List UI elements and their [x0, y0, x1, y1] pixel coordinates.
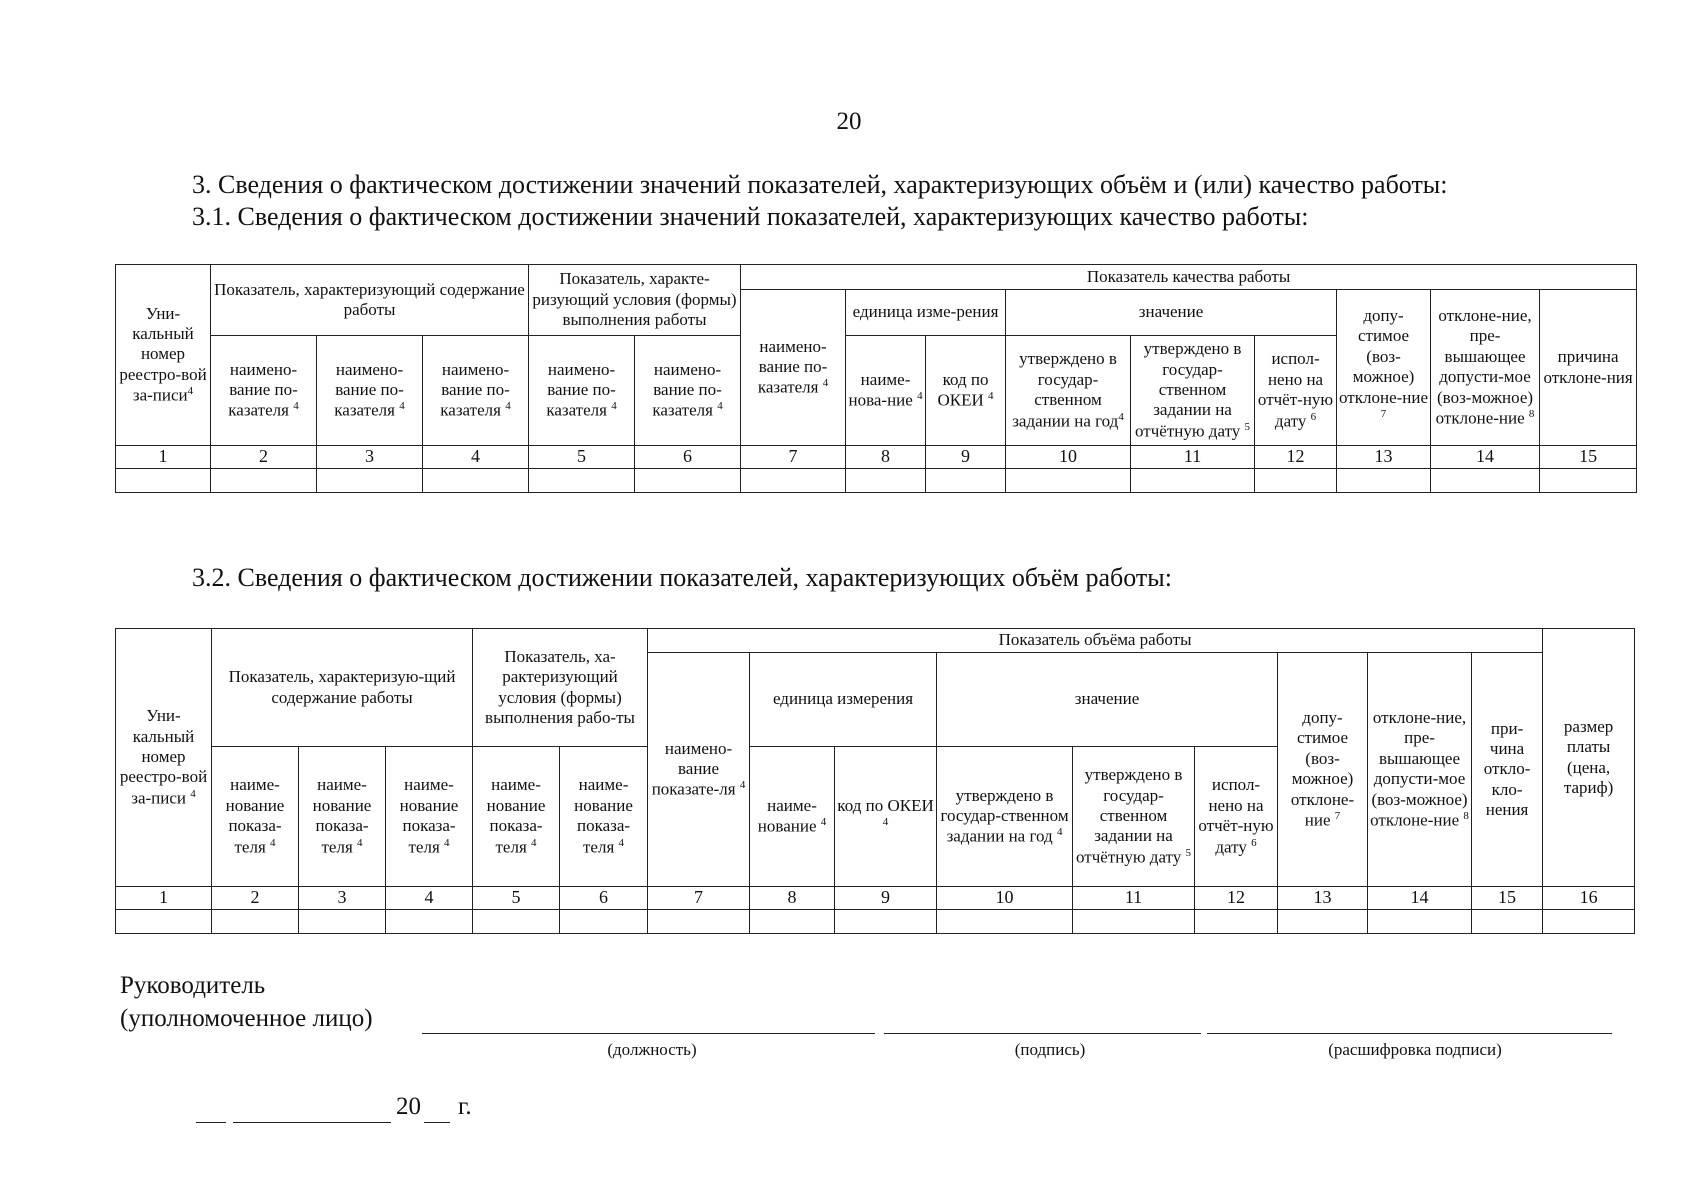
column-number: 2 [211, 446, 317, 469]
year-prefix: 20 [396, 1093, 421, 1120]
sub-indicator-name: наимено-вание по-казателя $^4$ [635, 336, 741, 446]
approved-year-header: утверждено в государ-ственном задании на год $^4$ [937, 747, 1073, 887]
volume-indicators-table [115, 628, 1635, 934]
position-caption: (должность) [607, 1040, 697, 1059]
unit-name-header: наиме-нование $^4$ [750, 747, 835, 887]
section-3-2-heading: 3.2. Сведения о фактическом достижении показателей, характеризующих объём работы: [192, 563, 1172, 592]
day-line[interactable] [196, 1122, 226, 1123]
executed-header: испол-нено на отчёт-ную дату $^6$ [1195, 747, 1278, 887]
column-number: 12 [1195, 887, 1278, 910]
column-number: 2 [212, 887, 299, 910]
column-number: 3 [299, 887, 386, 910]
authorized-person-label: (уполномоченное лицо) [120, 1005, 373, 1032]
unique-number-header: Уни-кальный номер реестро-вой за-писи$^4$ [116, 265, 211, 446]
column-number: 4 [423, 446, 529, 469]
section-3-heading: 3. Сведения о фактическом достижении значений показателей, характеризующих объём и (или) качество работы: [192, 170, 1448, 199]
approved-date-header: утверждено в государ-ственном задании на отчётную дату $^5$ [1131, 336, 1255, 446]
deviation-reason-header: при-чина откло-кло-нения [1472, 653, 1543, 887]
signature-line[interactable] [884, 1033, 1201, 1034]
page-number: 20 [836, 108, 862, 135]
head-label: Руководитель [120, 972, 266, 999]
column-number: 10 [1006, 446, 1131, 469]
column-number: 11 [1073, 887, 1195, 910]
month-line[interactable] [233, 1122, 391, 1123]
column-number: 7 [648, 887, 750, 910]
deviation-reason-header: причина отклоне-ния [1540, 290, 1637, 446]
unit-header: единица измерения [750, 653, 937, 747]
column-number: 14 [1368, 887, 1472, 910]
okei-code-header: код по ОКЕИ $^4$ [835, 747, 937, 887]
approved-date-header: утверждено в государ-ственном задании на отчётную дату $^5$ [1073, 747, 1195, 887]
sub-indicator-name: наимено-вание по-казателя $^4$ [423, 336, 529, 446]
permissible-deviation-header: допу-стимое (воз-можное) отклоне-ние $^7$ [1278, 653, 1368, 887]
quality-indicators-table [115, 264, 1637, 493]
column-number: 9 [835, 887, 937, 910]
exceeding-deviation-header: отклоне-ние, пре-вышающее допусти-мое (воз-можное) отклоне-ние $^8$ [1368, 653, 1472, 887]
column-number: 1 [116, 446, 211, 469]
signature-caption: (подпись) [1014, 1040, 1086, 1059]
column-number: 15 [1472, 887, 1543, 910]
content-indicator-header: Показатель, характеризующий содержание работы [211, 265, 529, 336]
unit-name-header: наиме-нова-ние $^4$ [846, 336, 926, 446]
sub-indicator-name: наимено-вание по-казателя $^4$ [211, 336, 317, 446]
okei-code-header: код по ОКЕИ $^4$ [926, 336, 1006, 446]
sub-indicator-name: наимено-вание по-казателя $^4$ [529, 336, 635, 446]
quality-indicator-header: Показатель качества работы [741, 265, 1637, 290]
year-line[interactable] [424, 1122, 450, 1123]
empty-data-row [116, 468, 1637, 492]
column-number: 7 [741, 446, 846, 469]
decode-line[interactable] [1207, 1033, 1612, 1034]
value-header: значение [937, 653, 1278, 747]
column-number: 11 [1131, 446, 1255, 469]
sub-indicator-name: наиме-нование показа-теля $^4$ [560, 747, 648, 887]
column-number: 8 [846, 446, 926, 469]
decode-caption: (расшифровка подписи) [1328, 1040, 1502, 1059]
sub-indicator-name: наиме-нование показа-теля $^4$ [473, 747, 560, 887]
executed-header: испол-нено на отчёт-ную дату $^6$ [1255, 336, 1337, 446]
column-number: 15 [1540, 446, 1637, 469]
column-number: 9 [926, 446, 1006, 469]
indicator-name-header: наимено-вание по-казателя $^4$ [741, 290, 846, 446]
conditions-indicator-header: Показатель, ха-рактеризующий условия (формы) выполнения рабо-ты [473, 629, 648, 747]
section-3-1-heading: 3.1. Сведения о фактическом достижении значений показателей, характеризующих качество работы: [192, 202, 1309, 231]
column-number: 3 [317, 446, 423, 469]
column-number: 5 [529, 446, 635, 469]
sub-indicator-name: наиме-нование показа-теля $^4$ [212, 747, 299, 887]
column-number: 6 [635, 446, 741, 469]
column-number: 4 [386, 887, 473, 910]
value-header: значение [1006, 290, 1337, 336]
approved-year-header: утверждено в государ-ственном задании на год$^4$ [1006, 336, 1131, 446]
unit-header: единица изме-рения [846, 290, 1006, 336]
indicator-name-header: наимено-вание показате-ля $^4$ [648, 653, 750, 887]
column-number: 13 [1337, 446, 1431, 469]
sub-indicator-name: наимено-вание по-казателя $^4$ [317, 336, 423, 446]
exceeding-deviation-header: отклоне-ние, пре-вышающее допусти-мое (воз-можное) отклоне-ние $^8$ [1431, 290, 1540, 446]
year-suffix: г. [458, 1093, 472, 1120]
payment-size-header: размер платы (цена, тариф) [1543, 629, 1635, 887]
content-indicator-header: Показатель, характеризую-щий содержание работы [212, 629, 473, 747]
column-number: 10 [937, 887, 1073, 910]
column-number: 6 [560, 887, 648, 910]
volume-indicator-header: Показатель объёма работы [648, 629, 1543, 653]
column-number: 1 [116, 887, 212, 910]
column-number: 8 [750, 887, 835, 910]
column-number: 5 [473, 887, 560, 910]
column-number: 12 [1255, 446, 1337, 469]
position-line[interactable] [422, 1033, 875, 1034]
sub-indicator-name: наиме-нование показа-теля $^4$ [299, 747, 386, 887]
unique-number-header: Уни-кальный номер реестро-вой за-писи $^4$ [116, 629, 212, 887]
empty-data-row [116, 909, 1635, 933]
conditions-indicator-header: Показатель, характе-ризующий условия (формы) выполнения работы [529, 265, 741, 336]
column-number: 13 [1278, 887, 1368, 910]
column-number: 16 [1543, 887, 1635, 910]
permissible-deviation-header: допу-стимое (воз-можное) отклоне-ние $^7$ [1337, 290, 1431, 446]
sub-indicator-name: наиме-нование показа-теля $^4$ [386, 747, 473, 887]
column-number: 14 [1431, 446, 1540, 469]
